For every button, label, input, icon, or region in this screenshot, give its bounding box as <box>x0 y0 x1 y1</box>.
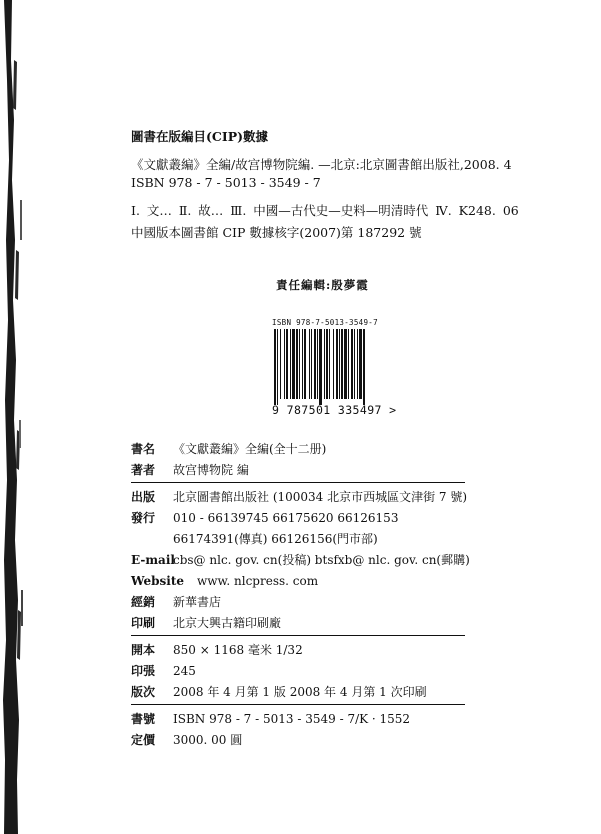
label-sheets: 印張 <box>131 664 156 678</box>
colophon-row-website <box>131 570 465 591</box>
divider <box>131 635 465 636</box>
cip-isbn-line: ISBN 978 - 7 - 5013 - 3549 - 7 <box>131 175 321 190</box>
value-isbn: ISBN 978 - 7 - 5013 - 3549 - 7/K · 1552 <box>173 711 411 726</box>
label-distribution: 發行 <box>131 511 156 525</box>
value-sheets: 245 <box>173 663 196 678</box>
label-title: 書名 <box>131 442 156 456</box>
divider <box>131 482 465 483</box>
label-email: E-mail <box>131 552 175 567</box>
colophon-row-isbn <box>131 708 465 729</box>
label-price: 定價 <box>131 733 156 747</box>
label-edition: 版次 <box>131 685 156 699</box>
cip-catalog-line: 《文獻叢編》全編/故宫博物院編. —北京:北京圖書館出版社,2008. 4 <box>131 157 512 172</box>
barcode-digits: 9 787501 335497 > <box>272 403 397 417</box>
colophon-row-format <box>131 639 465 660</box>
colophon-row-title <box>131 438 465 459</box>
divider <box>131 704 465 705</box>
cip-block <box>131 128 519 242</box>
label-printing: 印刷 <box>131 616 156 630</box>
label-publisher: 出版 <box>131 490 156 504</box>
label-sales: 經銷 <box>131 595 156 609</box>
colophon-row-distribution <box>131 507 465 528</box>
colophon-row-distribution-2 <box>131 528 465 549</box>
value-sales: 新華書店 <box>173 595 222 609</box>
value-title: 《文獻叢編》全編(全十二册) <box>173 442 327 456</box>
colophon-block <box>131 438 470 750</box>
colophon-row-publisher <box>131 486 468 507</box>
value-email: cbs@ nlc. gov. cn(投稿) btsfxb@ nlc. gov. cn(郵購) <box>173 553 470 567</box>
value-publisher: 北京圖書館出版社 (100034 北京市西城區文津街 7 號) <box>173 490 468 504</box>
colophon-row-author <box>131 459 465 480</box>
colophon-row-sales <box>131 591 465 612</box>
responsible-editor: 責任編輯:殷夢霞 <box>276 278 369 292</box>
colophon-row-price <box>131 729 465 750</box>
colophon-row-email <box>131 549 470 570</box>
barcode-isbn-text: ISBN 978-7-5013-3549-7 <box>272 318 378 327</box>
value-distribution: 010 - 66139745 66175620 66126153 <box>173 510 399 525</box>
label-format: 開本 <box>131 643 156 657</box>
value-printing: 北京大興古籍印刷廠 <box>173 616 282 630</box>
colophon-row-printing <box>131 612 465 633</box>
value-distribution-2: 66174391(傳真) 66126156(門市部) <box>173 532 378 546</box>
cip-title: 圖書在版編目(CIP)數據 <box>131 129 269 144</box>
value-website: www. nlcpress. com <box>197 573 319 588</box>
value-edition: 2008 年 4 月第 1 版 2008 年 4 月第 1 次印刷 <box>173 685 427 699</box>
label-website: Website <box>131 573 185 588</box>
barcode-bars <box>272 329 402 405</box>
value-format: 850 × 1168 毫米 1/32 <box>173 643 303 657</box>
cip-classification: Ⅰ. 文… Ⅱ. 故… Ⅲ. 中國—古代史—史料—明清時代 Ⅳ. K248. 06 <box>131 203 519 218</box>
cip-approval-number: 中國版本圖書館 CIP 數據核字(2007)第 187292 號 <box>131 225 422 240</box>
value-price: 3000. 00 圓 <box>173 733 243 747</box>
isbn-barcode <box>272 318 412 417</box>
label-isbn: 書號 <box>131 712 156 726</box>
label-author: 著者 <box>131 463 156 477</box>
value-author: 故宫博物院 編 <box>173 463 249 477</box>
colophon-row-sheets <box>131 660 465 681</box>
scan-binding-edge <box>0 0 40 834</box>
colophon-row-edition <box>131 681 465 702</box>
